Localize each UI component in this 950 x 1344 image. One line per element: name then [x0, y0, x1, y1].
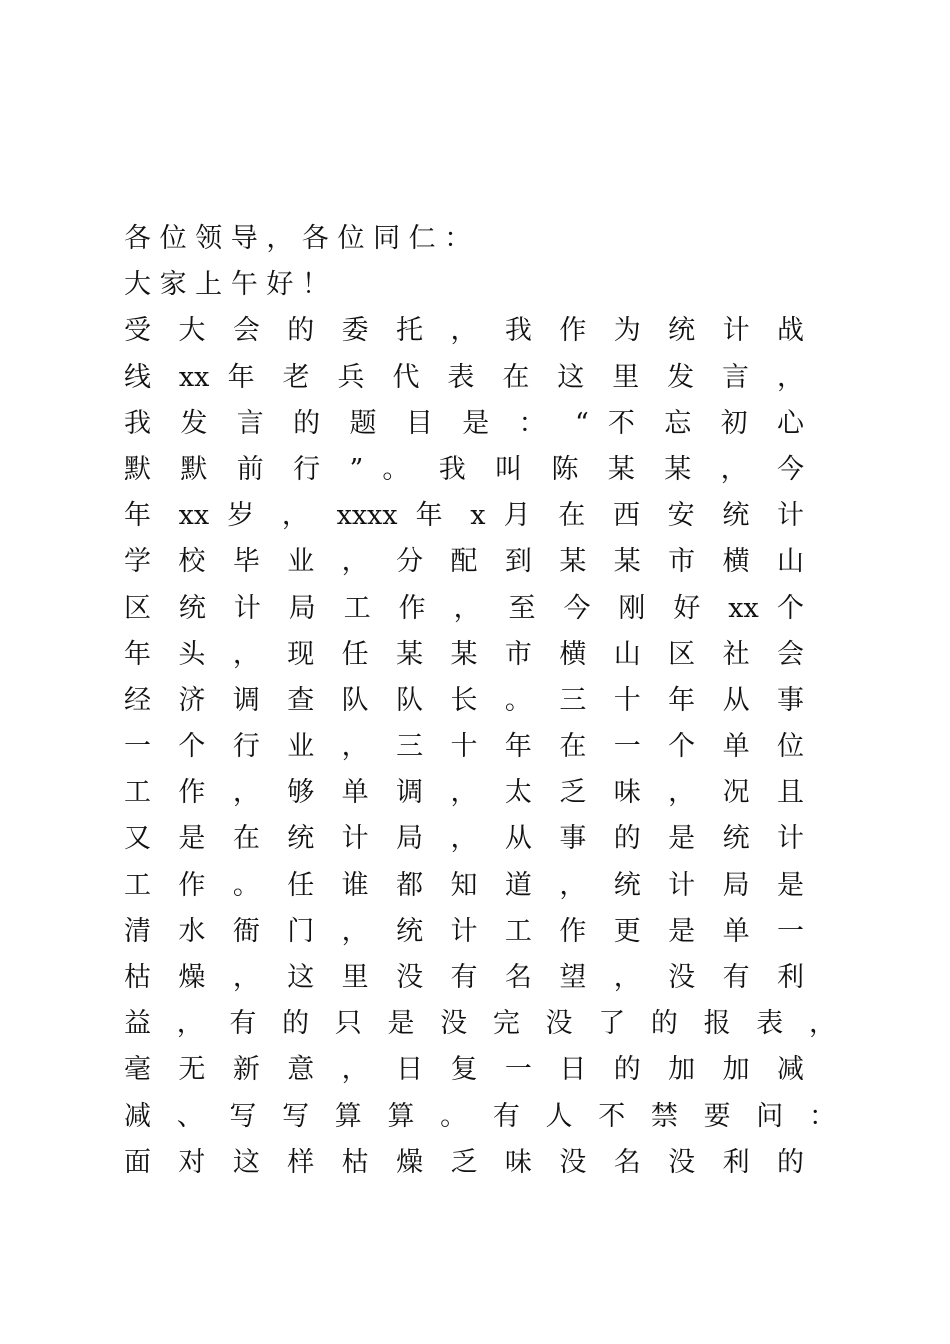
text-line-15: 工 作 。 任 谁 都 知 道 ， 统 计 局 是 [124, 869, 804, 901]
text-line-9: 区 统 计 局 工 作 ， 至 今 刚 好 xx 个 [124, 592, 804, 624]
text-line-11: 经 济 调 查 队 队 长 。 三 十 年 从 事 [124, 684, 804, 716]
text-line-1: 各 位 领 导 ， 各 位 同 仁 ： [124, 223, 472, 254]
text-line-20: 减 、 写 写 算 算 。 有 人 不 禁 要 问 ： [124, 1100, 836, 1132]
text-line-10: 年 头 ， 现 任 某 某 市 横 山 区 社 会 [124, 638, 804, 670]
text-line-12: 一 个 行 业 ， 三 十 年 在 一 个 单 位 [124, 731, 804, 763]
text-line-5: 我 发 言 的 题 目 是 ： “ 不 忘 初 心 [124, 407, 804, 439]
text-line-21: 面 对 这 样 枯 燥 乏 味 没 名 没 利 的 [124, 1146, 804, 1178]
text-line-7: 年 xx 岁 ， xxxx 年 x 月 在 西 安 统 计 [124, 500, 804, 532]
text-line-13: 工 作 ， 够 单 调 ， 太 乏 味 ， 况 且 [124, 777, 804, 809]
text-line-17: 枯 燥 ， 这 里 没 有 名 望 ， 没 有 利 [124, 962, 804, 993]
text-line-16: 清 水 衙 门 ， 统 计 工 作 更 是 单 一 [124, 915, 804, 947]
text-line-2: 大 家 上 午 好 ！ [124, 269, 329, 301]
speech-text [124, 216, 844, 1186]
text-line-8: 学 校 毕 业 ， 分 配 到 某 某 市 横 山 [124, 546, 804, 578]
text-line-6: 默 默 前 行 ” 。 我 叫 陈 某 某 ， 今 [124, 453, 804, 485]
text-line-4: 线 xx 年 老 兵 代 表 在 这 里 发 言 ， [124, 361, 804, 393]
text-line-3: 受 大 会 的 委 托 ， 我 作 为 统 计 战 [124, 315, 804, 347]
text-line-19: 毫 无 新 意 ， 日 复 一 日 的 加 加 减 [124, 1054, 804, 1086]
text-line-14: 又 是 在 统 计 局 ， 从 事 的 是 统 计 [124, 823, 804, 855]
text-line-18: 益 ， 有 的 只 是 没 完 没 了 的 报 表 ， [124, 1008, 836, 1040]
